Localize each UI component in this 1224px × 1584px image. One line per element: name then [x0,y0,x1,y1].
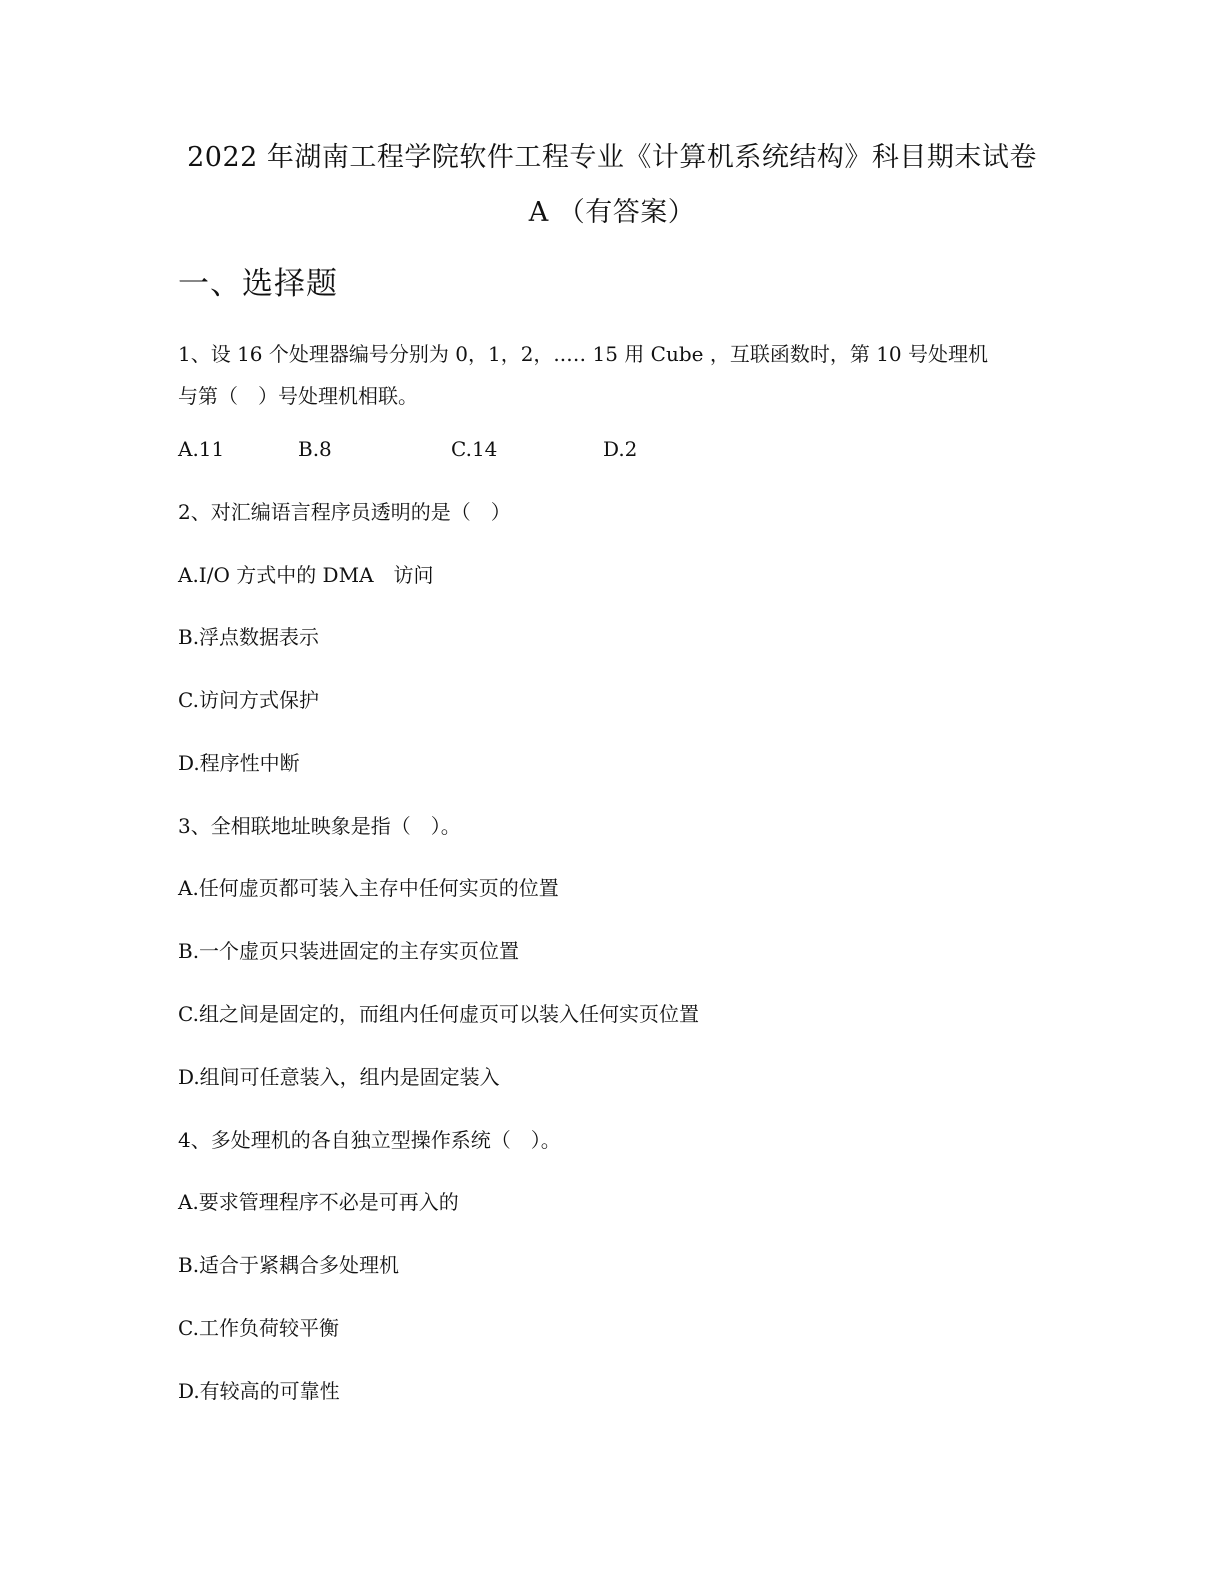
question-4-option-a: A.要求管理程序不必是可再入的 [178,1190,459,1214]
question-1-stem-line1: 1、设 16 个处理器编号分别为 0，1，2，..… 15 用 Cube ，互联函数时，第 10 号处理机 [178,342,988,366]
question-1-option-a: A.11 [178,437,225,461]
question-4-option-b: B.适合于紧耦合多处理机 [178,1253,400,1277]
question-1-option-d: D.2 [603,437,638,461]
section-heading: 一、选择题 [178,266,338,302]
question-3-option-b: B.一个虚页只装进固定的主存实页位置 [178,939,520,963]
question-3-option-c: C.组之间是固定的，而组内任何虚页可以装入任何实页位置 [178,1002,699,1026]
question-4-option-d: D.有较高的可靠性 [178,1379,340,1403]
question-4-stem: 4、多处理机的各自独立型操作系统（ ）。 [178,1128,561,1152]
question-1-stem-line2: 与第（ ）号处理机相联。 [178,384,418,408]
exam-title-line2: A （有答案） [528,197,696,228]
question-1-option-c: C.14 [451,437,498,461]
question-3-option-d: D.组间可任意装入，组内是固定装入 [178,1065,500,1089]
question-4-option-c: C.工作负荷较平衡 [178,1316,339,1340]
question-3-stem: 3、全相联地址映象是指（ ）。 [178,814,461,838]
question-2-option-d: D.程序性中断 [178,751,300,775]
question-2-option-a: A.I/O 方式中的 DMA 访问 [178,563,434,587]
question-1-option-b: B.8 [298,437,332,461]
exam-title-line1: 2022 年湖南工程学院软件工程专业《计算机系统结构》科目期末试卷 [187,142,1037,173]
question-3-option-a: A.任何虚页都可装入主存中任何实页的位置 [178,876,559,900]
question-2-option-b: B.浮点数据表示 [178,625,320,649]
question-2-stem: 2、对汇编语言程序员透明的是（ ） [178,500,511,524]
question-2-option-c: C.访问方式保护 [178,688,319,712]
